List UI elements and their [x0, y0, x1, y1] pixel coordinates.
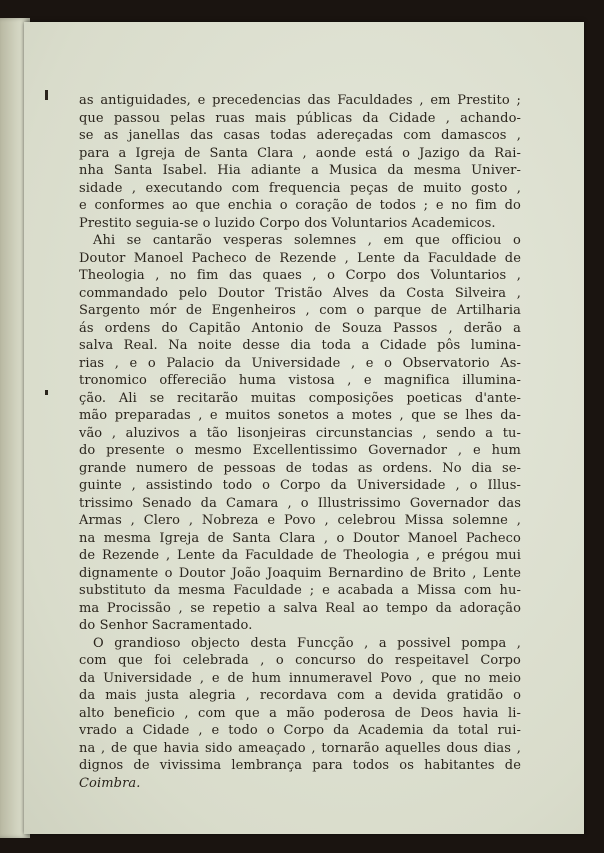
margin-mark: [45, 90, 48, 100]
text-line: as antiguidades, e precedencias das Faculdades , em Prestito ;: [79, 93, 521, 108]
text-line: commandado pelo Doutor Tristão Alves da Costa Silveira ,: [79, 285, 521, 301]
text-line: dignamente o Doutor João Joaquim Bernardino de Brito , Lente: [79, 565, 521, 581]
text-line: salva Real. Na noite desse dia toda a Cidade pôs lumina-: [79, 338, 521, 353]
text-line: e conformes ao que enchia o coração de todos ; e no fim do: [79, 198, 521, 213]
text-line: alto beneficio , com que a mão poderosa de Deos havia li-: [79, 705, 521, 721]
text-line: na mesma Igreja de Santa Clara , o Doutor Manoel Pacheco: [79, 530, 521, 546]
text-line: da Universidade , e de hum innumeravel Povo , que no meio: [79, 670, 521, 686]
text-line: Prestito seguia-se o luzido Corpo dos Voluntarios Academicos.: [79, 215, 496, 231]
text-line: trissimo Senado da Camara , o Illustrissimo Governador das: [79, 495, 521, 511]
margin-dot: [45, 390, 48, 395]
text-line: vão , aluzivos a tão lisonjeiras circunstancias , sendo a tu-: [79, 425, 521, 441]
text-line: ção. Ali se recitarão muitas composições poeticas d'ante-: [79, 390, 521, 406]
text-line: nha Santa Isabel. Hia adiante a Musica da mesma Univer-: [79, 163, 521, 178]
text-line: substituto da mesma Faculdade ; e acabada a Missa com hu-: [79, 583, 521, 598]
text-line: na , de que havia sido ameaçado , tornarão aquelles dous dias ,: [79, 740, 521, 756]
text-line: rias , e o Palacio da Universidade , e o Observatorio As-: [79, 355, 521, 371]
text-line: do Senhor Sacramentado.: [79, 618, 253, 633]
text-line: com que foi celebrada , o concurso do respeitavel Corpo: [79, 653, 521, 668]
text-line: Armas , Clero , Nobreza e Povo , celebrou Missa solemne ,: [79, 513, 521, 528]
body-text: [79, 92, 521, 792]
text-line: grande numero de pessoas de todas as ordens. No dia se-: [79, 460, 521, 476]
text-line: que passou pelas ruas mais públicas da Cidade , achando-: [79, 110, 521, 126]
text-line: vrado a Cidade , e todo o Corpo da Academia da total rui-: [79, 723, 521, 738]
text-line: sidade , executando com frequencia peças de muito gosto ,: [79, 180, 521, 196]
text-line: de Rezende , Lente da Faculdade de Theologia , e prégou mui: [79, 548, 521, 563]
text-line: dignos de vivissima lembrança para todos os habitantes de: [79, 758, 521, 773]
text-line: Theologia , no fim das quaes , o Corpo dos Voluntarios ,: [79, 268, 521, 283]
text-line: guinte , assistindo todo o Corpo da Universidade , o Illus-: [79, 478, 521, 493]
text-line: da mais justa alegria , recordava com a devida gratidão o: [79, 688, 521, 703]
text-line: ma Procissão , se repetio a salva Real ao tempo da adoração: [79, 600, 521, 616]
text-line: do presente o mesmo Excellentissimo Governador , e hum: [79, 443, 521, 458]
text-line: para a Igreja de Santa Clara , aonde está o Jazigo da Rai-: [79, 145, 521, 161]
text-line: Doutor Manoel Pacheco de Rezende , Lente da Faculdade de: [79, 250, 521, 266]
text-line: O grandioso objecto desta Funcção , a possivel pompa ,: [93, 635, 521, 651]
text-line: Ahi se cantarão vesperas solemnes , em que officiou o: [93, 233, 521, 248]
text-line: mão preparadas , e muitos sonetos a motes , que se lhes da-: [79, 408, 521, 423]
text-line: ás ordens do Capitão Antonio de Souza Passos , derão a: [79, 320, 521, 336]
text-line: se as janellas das casas todas adereçadas com damascos ,: [79, 128, 521, 143]
text-line: Coimbra.: [79, 775, 141, 791]
text-line: Sargento mór de Engenheiros , com o parque de Artilharia: [79, 303, 521, 318]
text-line: tronomico offerecião huma vistosa , e magnifica illumina-: [79, 373, 521, 388]
